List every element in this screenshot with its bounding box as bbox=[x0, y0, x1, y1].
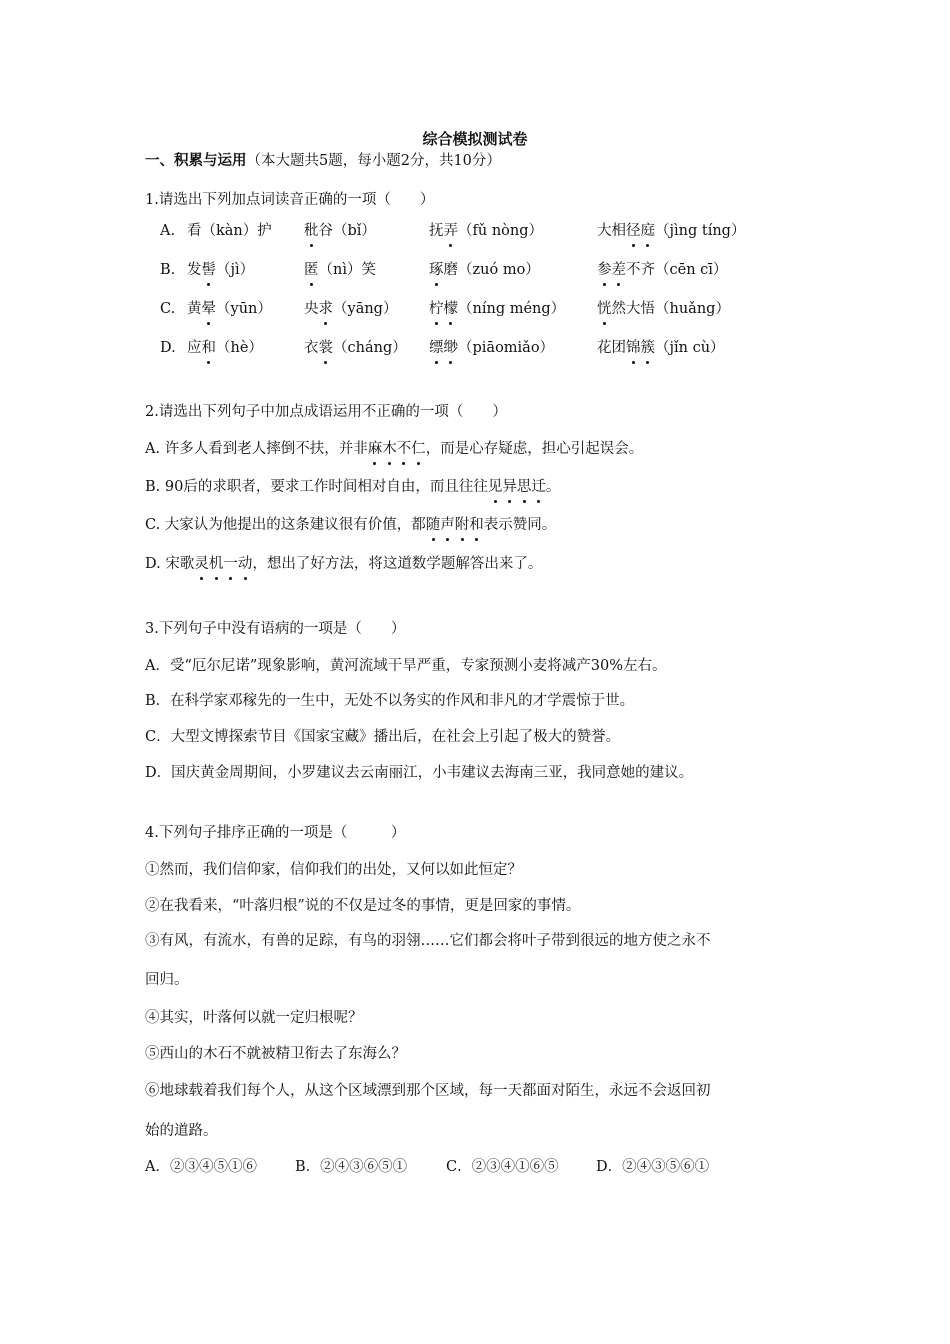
term-prefix: 应 bbox=[187, 340, 202, 356]
question-3-option-b: B．在科学家邓稼先的一生中，无处不以务实的作风和非凡的才学震惊于世。 bbox=[145, 693, 635, 709]
question-1-stem: 1.请选出下列加点词读音正确的一项（ ） bbox=[145, 192, 435, 208]
emphasis-dot-char: 恍 bbox=[597, 301, 612, 317]
question-1-term bbox=[597, 260, 727, 280]
question-1-term bbox=[187, 260, 254, 280]
dotted-characters bbox=[202, 262, 217, 278]
question-4-sentence-4: ④其实，叶落何以就一定归根呢？ bbox=[145, 1010, 363, 1026]
question-4-sentence-3-cont: 回归。 bbox=[145, 972, 189, 988]
emphasis-dot-char: 随 bbox=[425, 517, 441, 533]
dotted-characters bbox=[626, 340, 655, 356]
term-suffix: （nì）笑 bbox=[318, 262, 376, 278]
emphasis-dot-char: 麻 bbox=[367, 441, 383, 457]
emphasis-dot-char: 思 bbox=[516, 479, 532, 495]
term-suffix: 谷（bǐ） bbox=[318, 223, 376, 239]
term-prefix: 发 bbox=[187, 262, 202, 278]
question-4-choices bbox=[145, 1157, 709, 1177]
emphasis-dot-char: 异 bbox=[502, 479, 517, 495]
emphasis-dot-char: 径 bbox=[626, 223, 641, 239]
emphasis-dot-char: 见 bbox=[487, 479, 503, 495]
question-3-option-a: A．受“厄尔尼诺”现象影响，黄河流域干旱严重，专家预测小麦将减产30%左右。 bbox=[145, 658, 667, 674]
term-suffix: （jǐn cù） bbox=[655, 340, 725, 356]
question-4-sentence-6-cont: 始的道路。 bbox=[145, 1123, 218, 1139]
question-1-term bbox=[429, 299, 565, 319]
option-text: A. 许多人看到老人摔倒不扶，并非 bbox=[145, 441, 368, 457]
question-1-row-label: D. bbox=[160, 340, 176, 356]
term-prefix: 大相 bbox=[597, 223, 626, 239]
question-2-stem: 2.请选出下列句子中加点成语运用不正确的一项（ ） bbox=[145, 404, 507, 420]
term-suffix: （kàn）护 bbox=[201, 223, 272, 239]
dotted-idiom bbox=[368, 441, 426, 457]
question-2-option-b bbox=[145, 477, 560, 497]
emphasis-dot-char: 差 bbox=[611, 262, 626, 278]
option-text: C. 大家认为他提出的这条建议很有价值，都 bbox=[145, 517, 426, 533]
question-4-sentence-1: ①然而，我们信仰家，信仰我们的出处，又何以如此恒定？ bbox=[145, 862, 522, 878]
term-prefix: 央 bbox=[304, 301, 319, 317]
question-2-option-c bbox=[145, 515, 556, 535]
question-1-row-label: B. bbox=[160, 262, 176, 278]
section-note: （本大题共5题，每小题2分，共10分） bbox=[246, 153, 501, 169]
emphasis-dot-char: 柠 bbox=[429, 301, 444, 317]
emphasis-dot-char: 缥 bbox=[429, 340, 444, 356]
question-3-stem: 3.下列句子中没有语病的一项是（ ） bbox=[145, 621, 406, 637]
question-1-term bbox=[597, 338, 725, 358]
question-4-sentence-5: ⑤西山的木石不就被精卫衔去了东海么？ bbox=[145, 1046, 406, 1062]
emphasis-dot-char: 灵 bbox=[194, 556, 209, 572]
emphasis-dot-char: 琢 bbox=[429, 262, 444, 278]
term-suffix: （jìng tíng） bbox=[655, 223, 746, 239]
dotted-characters bbox=[202, 301, 217, 317]
section-heading bbox=[145, 151, 501, 171]
term-prefix: 看 bbox=[187, 223, 202, 239]
question-3-option-d: D．国庆黄金周期间，小罗建议去云南丽江，小韦建议去海南三亚，我同意她的建议。 bbox=[145, 765, 694, 781]
question-1-row-label: A. bbox=[160, 223, 176, 239]
option-text-end: ，而是心存疑虑，担心引起误会。 bbox=[425, 441, 644, 457]
option-text: B. 90后的求职者，要求工作时间相对自由，而且往往 bbox=[145, 479, 488, 495]
question-2-option-d bbox=[145, 554, 542, 574]
emphasis-dot-char: 木 bbox=[382, 441, 397, 457]
question-1-term bbox=[429, 260, 540, 280]
question-4-sentence-6: ⑥地球载着我们每个人，从这个区域漂到那个区域，每一天都面对陌生，永远不会返回初 bbox=[145, 1083, 711, 1099]
emphasis-dot-char: 声 bbox=[440, 517, 455, 533]
emphasis-dot-char: 庭 bbox=[640, 223, 655, 239]
term-suffix: （cháng） bbox=[333, 340, 407, 356]
question-1-term bbox=[597, 299, 730, 319]
question-1-term bbox=[304, 338, 407, 358]
question-4-stem: 4.下列句子排序正确的一项是（ ） bbox=[145, 825, 406, 841]
dotted-characters bbox=[429, 262, 444, 278]
emphasis-dot-char: 参 bbox=[597, 262, 612, 278]
term-prefix: 黄 bbox=[187, 301, 202, 317]
term-prefix: 衣 bbox=[304, 340, 319, 356]
emphasis-dot-char: 弄 bbox=[443, 223, 458, 239]
emphasis-dot-char: 秕 bbox=[304, 223, 319, 239]
question-1-term bbox=[429, 221, 543, 241]
question-4-sentence-2: ②在我看来，“叶落归根”说的不仅是过冬的事情，更是回家的事情。 bbox=[145, 898, 581, 914]
emphasis-dot-char: 檬 bbox=[443, 301, 458, 317]
dotted-characters bbox=[444, 223, 459, 239]
question-4-sentence-3: ③有风，有流水，有兽的足踪，有鸟的羽翎……它们都会将叶子带到很远的地方使之永不 bbox=[145, 933, 711, 949]
question-1-term bbox=[304, 221, 376, 241]
question-2-option-a bbox=[145, 439, 643, 459]
term-suffix: （níng méng） bbox=[458, 301, 566, 317]
term-suffix: （hè） bbox=[216, 340, 263, 356]
question-1-term bbox=[187, 338, 263, 358]
emphasis-dot-char: 匿 bbox=[304, 262, 319, 278]
dotted-characters bbox=[597, 301, 612, 317]
question-3-option-c: C．大型文博探索节目《国家宝藏》播出后，在社会上引起了极大的赞誉。 bbox=[145, 729, 621, 745]
emphasis-dot-char: 和 bbox=[469, 517, 484, 533]
emphasis-dot-char: 一 bbox=[223, 556, 238, 572]
emphasis-dot-char: 缈 bbox=[443, 340, 458, 356]
option-text: D. 宋歌 bbox=[145, 556, 195, 572]
question-4-choice-d: D．②④③⑤⑥① bbox=[596, 1159, 710, 1175]
term-suffix: 然大悟（huǎng） bbox=[611, 301, 730, 317]
emphasis-dot-char: 附 bbox=[454, 517, 470, 533]
dotted-characters bbox=[429, 340, 458, 356]
dotted-characters bbox=[319, 301, 334, 317]
dotted-characters bbox=[304, 262, 319, 278]
term-suffix: （yūn） bbox=[216, 301, 272, 317]
term-suffix: （yāng） bbox=[333, 301, 398, 317]
term-suffix: 磨（zuó mo） bbox=[443, 262, 540, 278]
dotted-characters bbox=[319, 340, 334, 356]
section-title: 一、积累与运用 bbox=[145, 152, 247, 169]
dotted-idiom bbox=[426, 517, 484, 533]
term-prefix: 花团 bbox=[597, 340, 626, 356]
dotted-idiom bbox=[194, 556, 252, 572]
term-suffix: （jì） bbox=[216, 262, 255, 278]
question-1-term bbox=[597, 221, 745, 241]
emphasis-dot-char: 仁 bbox=[411, 441, 426, 457]
emphasis-dot-char: 簇 bbox=[640, 340, 655, 356]
option-text-end: 表示赞同。 bbox=[483, 517, 557, 533]
question-1-term bbox=[304, 260, 376, 280]
emphasis-dot-char: 和 bbox=[201, 340, 216, 356]
question-1-term bbox=[429, 338, 554, 358]
emphasis-dot-char: 裳 bbox=[318, 340, 333, 356]
emphasis-dot-char: 机 bbox=[208, 556, 224, 572]
emphasis-dot-char: 迁 bbox=[531, 479, 546, 495]
emphasis-dot-char: 髻 bbox=[201, 262, 216, 278]
question-4-choice-c: C．②③④①⑥⑤ bbox=[446, 1159, 559, 1175]
dotted-characters bbox=[626, 223, 655, 239]
dotted-characters bbox=[304, 223, 319, 239]
term-suffix: 不齐（cēn cī） bbox=[626, 262, 728, 278]
term-prefix: 抚 bbox=[429, 223, 444, 239]
emphasis-dot-char: 求 bbox=[318, 301, 333, 317]
question-1-term bbox=[187, 221, 272, 241]
question-1-row-label: C. bbox=[160, 301, 176, 317]
term-suffix: （piāomiǎo） bbox=[458, 340, 555, 356]
emphasis-dot-char: 不 bbox=[396, 441, 412, 457]
emphasis-dot-char: 动 bbox=[237, 556, 253, 572]
page-title: 综合模拟测试卷 bbox=[422, 130, 528, 148]
dotted-characters bbox=[202, 340, 217, 356]
question-1-term bbox=[304, 299, 397, 319]
question-4-choice-b: B．②④③⑥⑤① bbox=[295, 1159, 408, 1175]
option-text-end: 。 bbox=[545, 479, 561, 495]
question-1-term bbox=[187, 299, 272, 319]
dotted-characters bbox=[597, 262, 626, 278]
option-text-end: ，想出了好方法，将这道数学题解答出来了。 bbox=[252, 556, 543, 572]
term-suffix: （fǔ nòng） bbox=[458, 223, 544, 239]
emphasis-dot-char: 晕 bbox=[201, 301, 216, 317]
question-4-choice-a: A．②③④⑤①⑥ bbox=[145, 1159, 257, 1175]
dotted-characters bbox=[429, 301, 458, 317]
dotted-idiom bbox=[488, 479, 546, 495]
emphasis-dot-char: 锦 bbox=[626, 340, 641, 356]
